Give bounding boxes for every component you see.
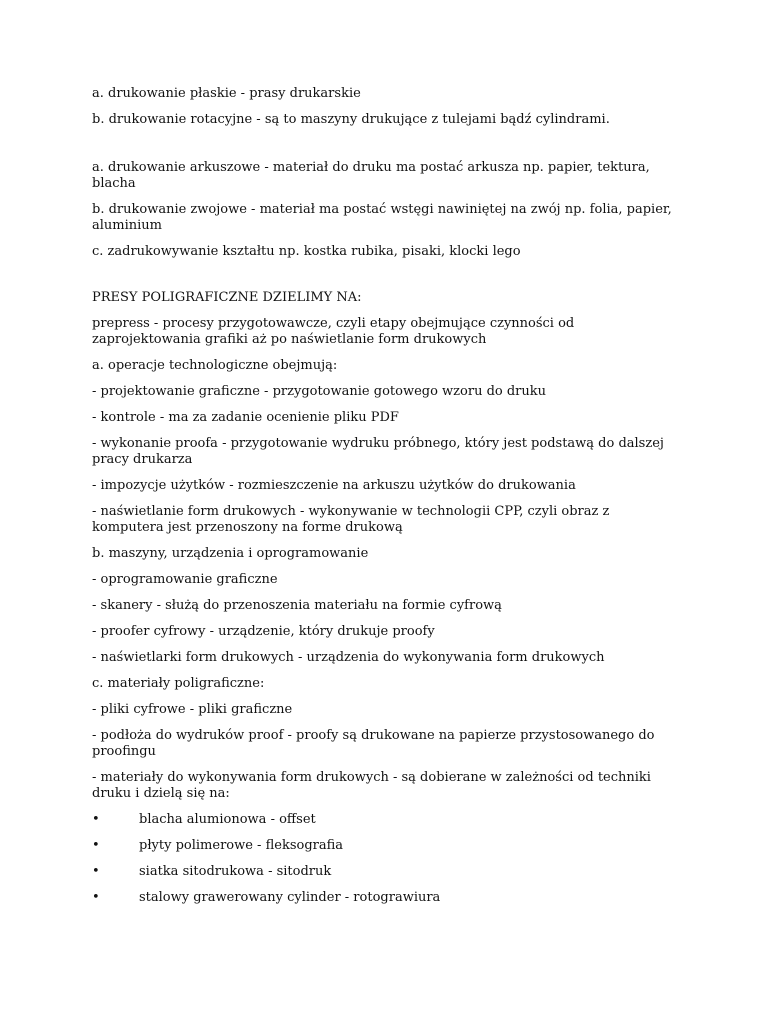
bullet-marker: • bbox=[92, 890, 100, 905]
bullet-marker: • bbox=[92, 838, 100, 853]
machine-item: - skanery - służą do przenoszenia materiału na formie cyfrową bbox=[92, 598, 502, 613]
section-heading: PRESY POLIGRAFICZNE DZIELIMY NA: bbox=[92, 290, 362, 305]
bullet-item bbox=[92, 864, 682, 880]
operation-item: - kontrole - ma za zadanie ocenienie pliku PDF bbox=[92, 410, 399, 425]
bullet-item bbox=[92, 838, 682, 854]
bullet-text: płyty polimerowe - fleksografia bbox=[139, 838, 344, 853]
bullet-text: siatka sitodrukowa - sitodruk bbox=[139, 864, 332, 879]
operation-item: - wykonanie proofa - przygotowanie wydruku próbnego, który jest podstawą do dalszej pracy drukarza bbox=[92, 436, 664, 467]
machine-item: - proofer cyfrowy - urządzenie, który drukuje proofy bbox=[92, 624, 435, 639]
bullet-text: stalowy grawerowany cylinder - rotograwiura bbox=[139, 890, 441, 905]
bullet-marker: • bbox=[92, 812, 100, 827]
operations-title: a. operacje technologiczne obejmują: bbox=[92, 358, 338, 373]
machine-item: - oprogramowanie graficzne bbox=[92, 572, 278, 587]
material-item: - pliki cyfrowe - pliki graficzne bbox=[92, 702, 293, 717]
bullet-marker: • bbox=[92, 864, 100, 879]
printing-web: b. drukowanie zwojowe - materiał ma postać wstęgi nawiniętej na zwój np. folia, papier, aluminium bbox=[92, 202, 672, 233]
bullet-item bbox=[92, 890, 682, 906]
printing-shape: c. zadrukowywanie kształtu np. kostka rubika, pisaki, klocki lego bbox=[92, 244, 521, 259]
printing-sheet: a. drukowanie arkuszowe - materiał do druku ma postać arkusza np. papier, tektura, blacha bbox=[92, 160, 650, 191]
materials-title: c. materiały poligraficzne: bbox=[92, 676, 265, 691]
machines-title: b. maszyny, urządzenia i oprogramowanie bbox=[92, 546, 369, 561]
bullet-item bbox=[92, 812, 682, 828]
bullet-text: blacha alumionowa - offset bbox=[139, 812, 316, 827]
material-item: - materiały do wykonywania form drukowych - są dobierane w zależności od techniki druku i dzielą się na: bbox=[92, 770, 651, 801]
document-body bbox=[92, 86, 682, 916]
machine-item: - naświetlarki form drukowych - urządzenia do wykonywania form drukowych bbox=[92, 650, 605, 665]
material-item: - podłoża do wydruków proof - proofy są drukowane na papierze przystosowanego do proofingu bbox=[92, 728, 655, 759]
printing-type-flat: a. drukowanie płaskie - prasy drukarskie bbox=[92, 86, 361, 101]
operation-item: - naświetlanie form drukowych - wykonywanie w technologii CPP, czyli obraz z komputera jest przenoszony na forme drukową bbox=[92, 504, 610, 535]
operation-item: - projektowanie graficzne - przygotowanie gotowego wzoru do druku bbox=[92, 384, 547, 399]
printing-type-rotary: b. drukowanie rotacyjne - są to maszyny drukujące z tulejami bądź cylindrami. bbox=[92, 112, 610, 127]
operation-item: - impozycje użytków - rozmieszczenie na arkuszu użytków do drukowania bbox=[92, 478, 576, 493]
prepress-intro: prepress - procesy przygotowawcze, czyli etapy obejmujące czynności od zaprojektowania grafiki aż po naświetlanie form drukowych bbox=[92, 316, 575, 347]
